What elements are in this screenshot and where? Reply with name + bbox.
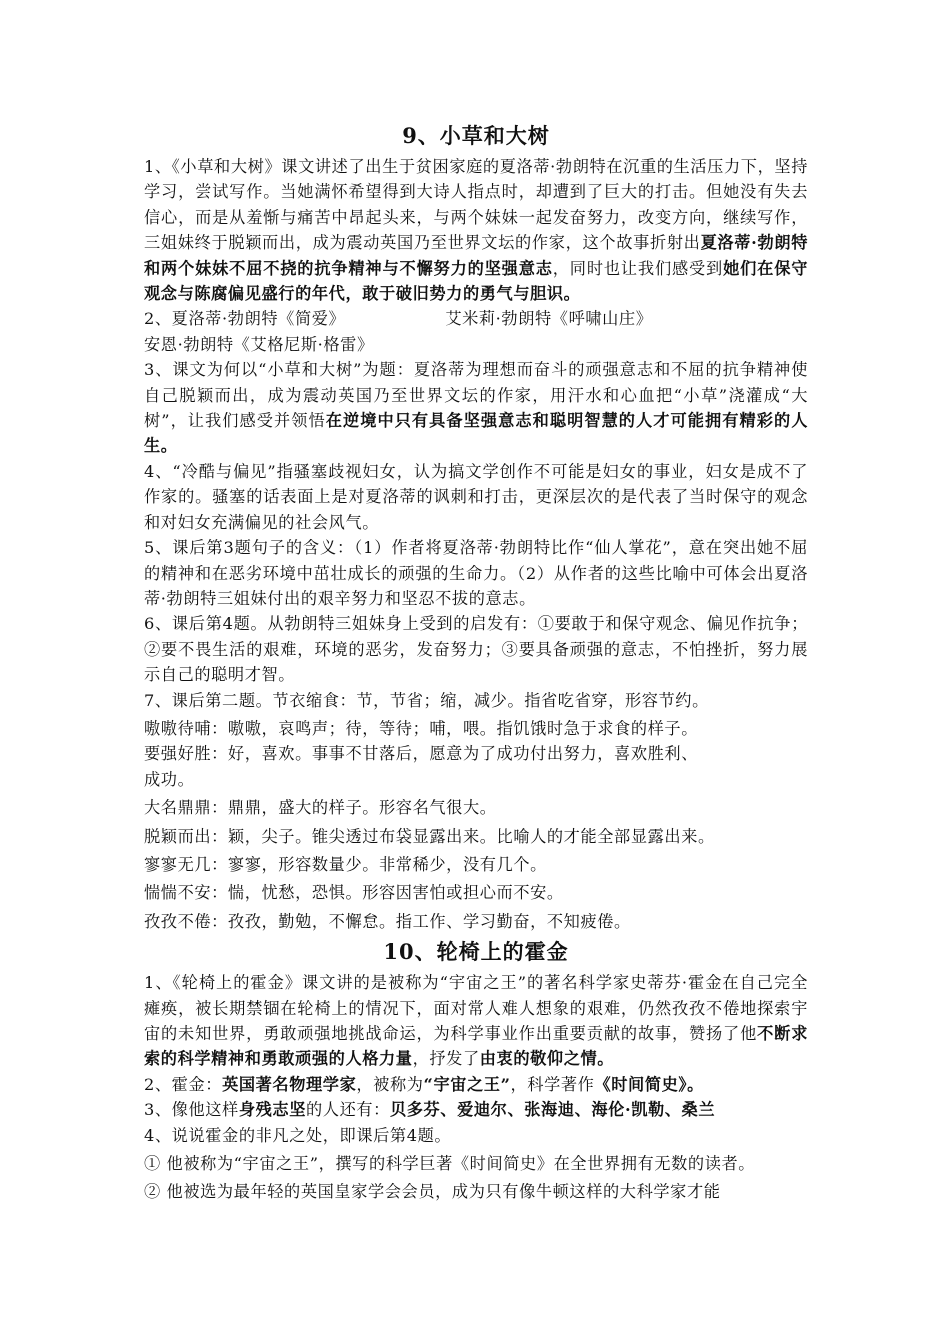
s9-paragraph-1 (144, 154, 808, 306)
s10-paragraph-2 (144, 1072, 808, 1097)
bold-text: 不断求索的科学精神和勇敢顽强的人格力量 (144, 1024, 808, 1069)
s9-paragraph-2c: 安恩·勃朗特《艾格尼斯·格雷》 (144, 334, 374, 354)
s9-paragraph-13: 惴惴不安：惴，忧愁，恐惧。形容因害怕或担心而不安。 (144, 883, 564, 903)
s10-paragraph-5: ① 他被称为“宇宙之王”，撰写的科学巨著《时间简史》在全世界拥有无数的读者。 (144, 1154, 756, 1174)
bold-text: 身残志坚 (238, 1100, 306, 1120)
s9-paragraph-3 (144, 357, 808, 459)
bold-text: “宇宙之王” (423, 1074, 511, 1094)
bold-text: 在逆境中只有具备坚强意志和聪明智慧的人才可能拥有精彩的人生。 (144, 411, 808, 456)
s9-paragraph-12: 寥寥无几：寥寥，形容数量少。非常稀少，没有几个。 (144, 854, 547, 874)
bold-text: 夏洛蒂·勃朗特和两个妹妹不屈不挠的抗争精神与不懈努力的坚强意志 (144, 233, 808, 278)
s9-paragraph-5: 5、课后第3题句子的含义：（1）作者将夏洛蒂·勃朗特比作“仙人掌花”，意在突出她不屈的精神和在恶劣环境中茁壮成长的顽强的生命力。（2）从作者的这些比喻中可体会出夏洛蒂·勃朗特三姐妹付出的艰辛努力和坚忍不拔的意志。 (144, 538, 808, 608)
s10-paragraph-1 (144, 970, 808, 1072)
section-10-title: 10、轮椅上的霍金 (383, 939, 569, 965)
text: 1、《轮椅上的霍金》课文讲的是被称为“宇宙之王”的著名科学家史蒂芬·霍金在自己完全瘫痪，被长期禁锢在轮椅上的情况下，面对常人难人想象的艰难，仍然孜孜不倦地探索宇宙的未知世界，勇敢顽强地挑战命运，为科学事业作出重要贡献的故事，赞扬了他 (144, 973, 808, 1043)
s9-paragraph-4: 4、“冷酷与偏见”指骚塞歧视妇女，认为搞文学创作不可能是妇女的事业，妇女是成不了作家的。骚塞的话表面上是对夏洛蒂的讽刺和打击，更深层次的是代表了当时保守的观念和对妇女充满偏见的社会风气。 (144, 461, 808, 532)
s9-paragraph-2 (144, 306, 808, 331)
bold-text: 她们在保守观念与陈腐偏见盛行的年代，敢于破旧势力的勇气与胆识。 (144, 258, 809, 304)
text: 3、课文为何以“小草和大树”为题：夏洛蒂为理想而奋斗的顽强意志和不屈的抗争精神使自己脱颖而出，成为震动英国乃至世界文坛的作家，用汗水和心血把“小草”浇灌成“大树”，让我们感受并领悟 (144, 360, 808, 431)
s9-paragraph-8: 嗷嗷待哺：嗷嗷，哀鸣声；待，等待；哺，喂。指饥饿时急于求食的样子。 (144, 718, 698, 738)
text: ，抒发了 (412, 1049, 480, 1069)
bold-text: 《时间简史》。 (594, 1074, 704, 1094)
s10-paragraph-4: 4、说说霍金的非凡之处，即课后第4题。 (144, 1125, 452, 1145)
text: ，科学著作 (510, 1074, 595, 1094)
bold-text: 英国著名物理学家 (222, 1074, 357, 1094)
s10-paragraph-6: ② 他被选为最年轻的英国皇家学会会员，成为只有像牛顿这样的大科学家才能 (144, 1182, 721, 1202)
s10-paragraph-3 (144, 1097, 808, 1122)
text: 1、《小草和大树》课文讲述了出生于贫困家庭的夏洛蒂·勃朗特在沉重的生活压力下，坚持学习，尝试写作。当她满怀希望得到大诗人指点时，却遭到了巨大的打击。但她没有失去信心，而是从羞惭与痛苦中昂起头来，与两个妹妹一起发奋努力，改变方向，继续写作，三姐妹终于脱颖而出，成为震动英国乃至世界文坛的作家，这个故事折射出 (144, 157, 808, 253)
s9-paragraph-9a: 要强好胜：好，喜欢。事事不甘落后，愿意为了成功付出努力，喜欢胜利、 (144, 744, 698, 764)
text: 3、像他这样 (144, 1100, 239, 1120)
bold-text: 由衷的敬仰之情。 (479, 1049, 615, 1069)
text: 艾米莉·勃朗特《呼啸山庄》 (445, 309, 653, 329)
text: 的人还有： (306, 1100, 390, 1120)
s9-paragraph-6: 6、课后第4题。从勃朗特三姐妹身上受到的启发有：①要敢于和保守观念、偏见作抗争；②要不畏生活的艰难，环境的恶劣，发奋努力；③要具备顽强的意志，不怕挫折，努力展示自己的聪明才智。 (144, 614, 808, 685)
document-page (144, 118, 808, 1205)
s9-paragraph-7: 7、课后第二题。节衣缩食：节，节省；缩，减少。指省吃省穿，形容节约。 (144, 690, 709, 710)
s9-paragraph-14: 孜孜不倦：孜孜，勤勉，不懈怠。指工作、学习勤奋，不知疲倦。 (144, 911, 631, 931)
s9-paragraph-11: 脱颖而出：颖，尖子。锥尖透过布袋显露出来。比喻人的才能全部显露出来。 (144, 826, 715, 846)
text: 2、夏洛蒂·勃朗特《简爱》 (144, 309, 346, 329)
text: 2、霍金： (144, 1074, 223, 1094)
text: ，同时也让我们感受到 (552, 258, 724, 278)
text: ，被称为 (356, 1074, 424, 1094)
s9-paragraph-9b: 成功。 (144, 769, 195, 789)
s9-paragraph-10: 大名鼎鼎：鼎鼎，盛大的样子。形容名气很大。 (144, 798, 497, 818)
section-9-title: 9、小草和大树 (402, 123, 550, 148)
bold-text: 贝多芬、爱迪尔、张海迪、海伦·凯勒、桑兰 (389, 1100, 716, 1120)
